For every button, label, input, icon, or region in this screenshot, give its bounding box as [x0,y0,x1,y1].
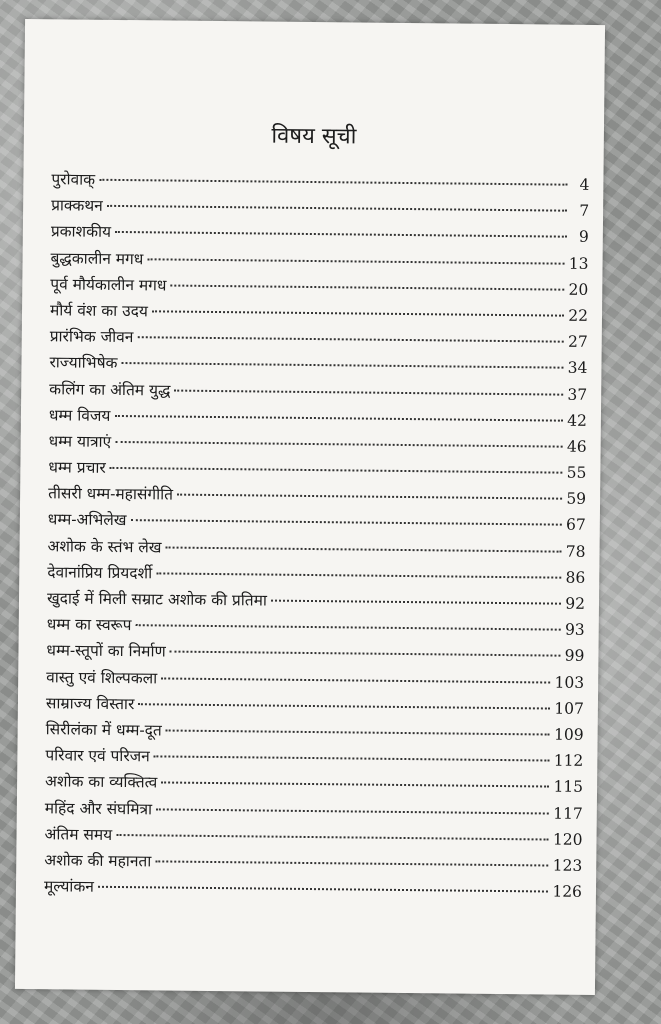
toc-entry-page-number: 13 [568,254,589,273]
dot-leader [115,441,563,448]
dot-leader [99,179,567,186]
toc-entry-title: अशोक के स्तंभ लेख [47,536,162,557]
dot-leader [137,336,564,342]
toc-entry-title: प्राक्कथन [51,196,103,216]
toc-entry-page-number: 4 [579,175,590,194]
toc-entry-page-number: 46 [566,437,587,456]
toc-entry-page-number: 22 [568,306,589,325]
toc-entry [44,874,582,906]
toc-entry-title: मूल्यांकन [43,877,94,896]
toc-entry-page-number: 37 [567,385,588,404]
toc-entry-page-number: 34 [567,359,588,378]
toc-entry-title: पूर्व मौर्यकालीन मगध [50,275,167,295]
toc-entry-page-number: 7 [579,201,590,221]
toc-entry-page-number: 59 [566,489,587,509]
toc-entry-title: धम्म यात्राएं [48,432,112,451]
toc-entry-title: अशोक की महानता [44,851,152,871]
toc-entry-page-number: 103 [554,673,585,692]
dot-leader [152,310,564,316]
dot-leader [166,729,550,735]
dot-leader [271,600,561,605]
toc-entry-title: धम्म-अभिलेख [47,510,127,530]
toc-entry-title: राज्याभिषेक [49,353,118,373]
dot-leader [177,494,562,500]
toc-entry-title: प्रारंभिक जीवन [49,327,134,347]
dot-leader [147,258,565,264]
toc-entry-title: महिंद और संघमित्रा [44,798,153,818]
dot-leader [155,860,548,866]
toc-entry-title: अशोक का व्यक्तित्व [45,772,158,792]
dot-leader [115,231,567,238]
toc-entry-page-number: 93 [564,620,585,640]
toc-entry-title: धम्म-स्तूपों का निर्माण [46,641,166,661]
dot-leader [165,546,561,552]
toc-entry-title: देवानांप्रिय प्रियदर्शी [47,563,153,583]
toc-entry-title: साम्राज्य विस्तार [45,693,135,713]
toc-entry-title: तीसरी धम्म-महासंगीति [48,484,174,504]
toc-entry-title: परिवार एवं परिजन [45,746,150,766]
toc-entry-page-number: 67 [565,516,586,535]
page-title: विषय सूची [271,123,357,150]
dot-leader [98,886,549,893]
toc-entry-page-number: 9 [578,228,589,247]
toc-entry-title: धम्म विजय [48,405,111,425]
toc-entry-page-number: 109 [553,725,584,744]
toc-entry-page-number: 42 [567,411,588,430]
contents-page [15,19,605,995]
toc-entry-title: पुरोवाक् [51,170,96,189]
toc-entry-page-number: 107 [554,699,584,718]
toc-entry-page-number: 78 [565,542,586,561]
toc-entry-page-number: 55 [566,463,587,482]
dot-leader [130,520,562,527]
toc-entry-title: खुदाई में मिली सम्राट अशोक की प्रतिमा [46,589,268,610]
toc-entry-title: धम्म प्रचार [48,458,106,477]
toc-entry-page-number: 123 [552,856,583,875]
toc-entry-title: धम्म का स्वरूप [46,615,132,635]
dot-leader [170,284,564,290]
toc-entry-page-number: 27 [567,332,588,352]
toc-entry-page-number: 86 [565,568,586,587]
dot-leader [161,782,549,788]
dot-leader [170,651,561,657]
dot-leader [156,808,549,814]
toc-entry-page-number: 20 [568,280,589,299]
dot-leader [138,703,550,709]
dot-leader [116,834,549,841]
toc-entry-page-number: 92 [565,594,586,613]
dot-leader [154,756,550,762]
dot-leader [161,677,550,683]
toc-entry-page-number: 117 [553,804,583,823]
dot-leader [107,205,567,212]
toc-entry-title: बुद्धकालीन मगध [50,248,144,268]
toc-entry-page-number: 99 [564,647,585,666]
toc-entry-title: प्रकाशकीय [50,222,112,242]
toc-entry-page-number: 126 [552,882,583,901]
dot-leader [121,362,563,369]
table-of-contents [44,167,590,906]
dot-leader [110,467,563,474]
toc-entry-title: मौर्य वंश का उदय [49,301,148,321]
dot-leader [114,415,563,422]
toc-entry-page-number: 120 [552,830,583,849]
toc-entry-title: सिरीलंका में धम्म-दूत [45,720,162,740]
toc-entry-title: वास्तु एवं शिल्पकला [46,667,158,687]
toc-entry-title: अंतिम समय [44,824,113,844]
dot-leader [156,572,561,578]
toc-entry-title: कलिंग का अंतिम युद्ध [49,379,171,400]
toc-entry-page-number: 115 [553,777,584,797]
dot-leader [135,624,561,630]
dot-leader [174,389,563,395]
toc-entry-page-number: 112 [553,751,584,771]
